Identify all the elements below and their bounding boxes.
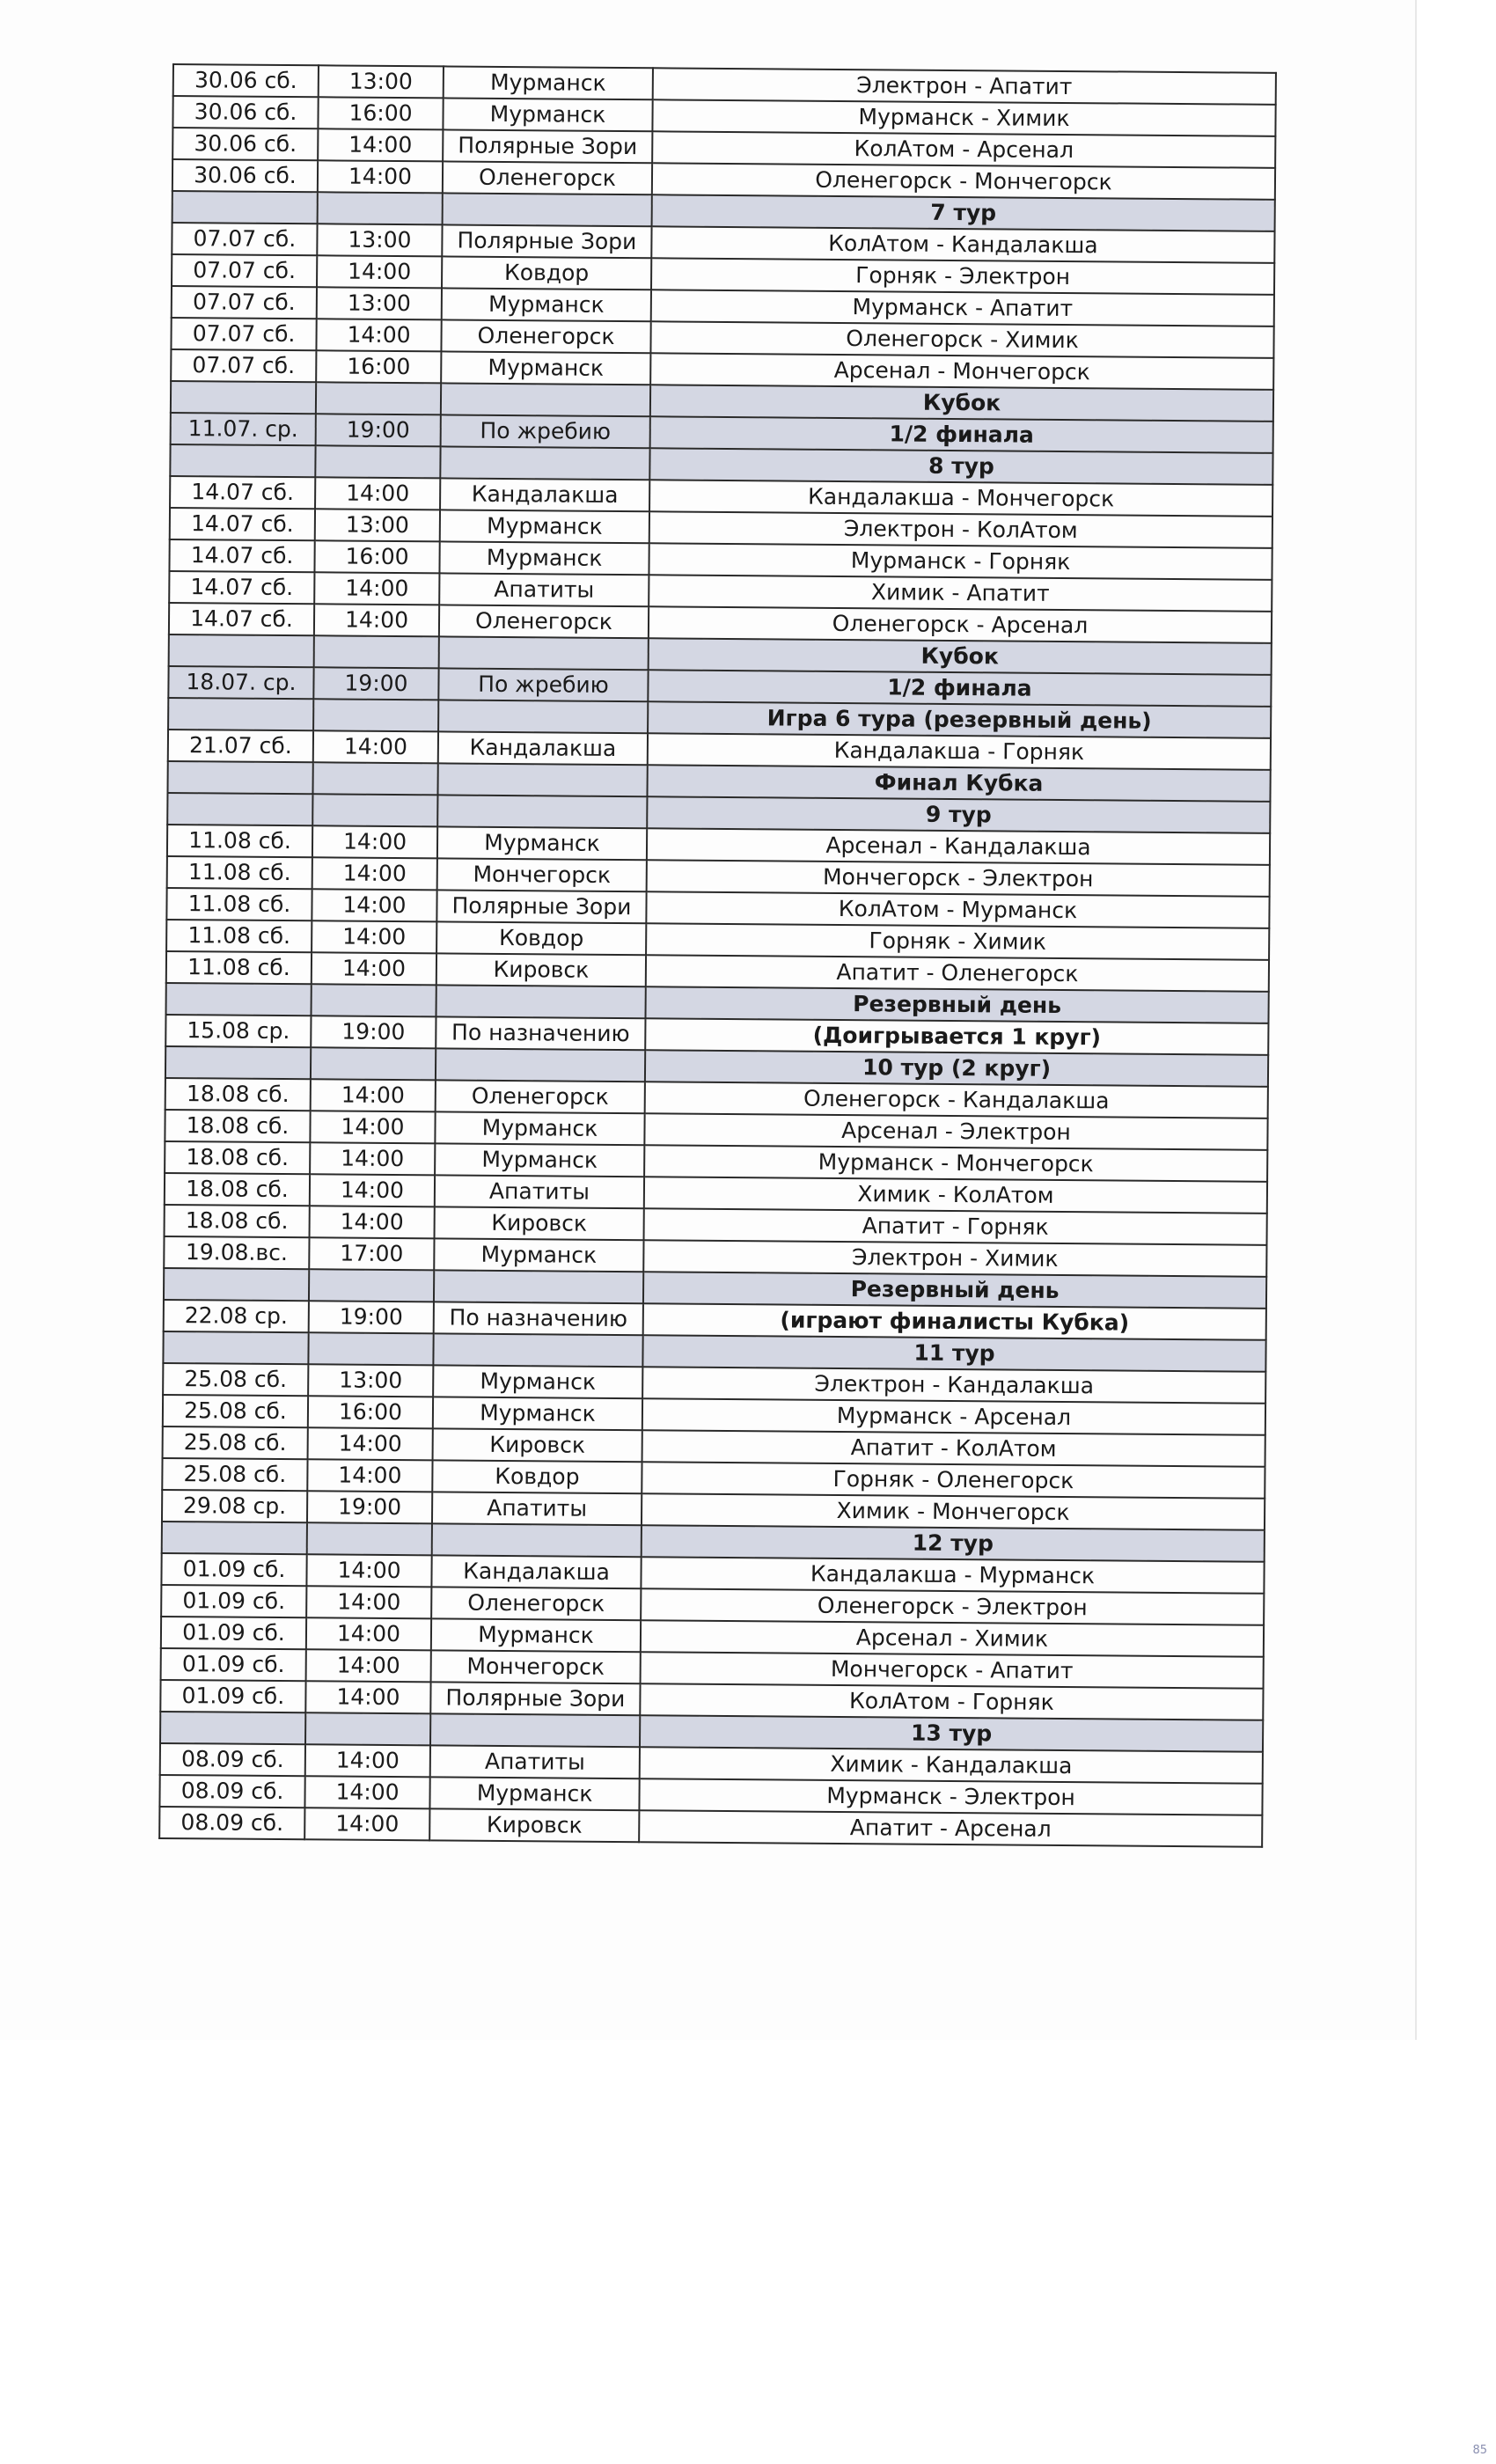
city-cell: Оленегорск [436, 1080, 645, 1113]
time-cell: 14:00 [310, 1174, 435, 1206]
match-cell: Мончегорск - Электрон [647, 860, 1270, 897]
date-cell: 11.08 сб. [167, 856, 312, 889]
city-cell [434, 1270, 643, 1303]
match-cell: Мончегорск - Апатит [641, 1652, 1264, 1689]
date-cell: 01.09 сб. [161, 1648, 306, 1681]
date-cell: 01.09 сб. [161, 1617, 306, 1649]
date-cell: 11.08 сб. [166, 888, 312, 920]
time-cell: 14:00 [310, 1111, 435, 1143]
match-cell: Электрон - Кандалакша [642, 1367, 1265, 1404]
time-cell: 14:00 [306, 1554, 431, 1587]
date-cell: 19.08.вс. [164, 1236, 309, 1269]
date-cell: 07.07 сб. [172, 286, 317, 319]
date-cell: 29.08 ср. [162, 1490, 307, 1522]
time-cell [305, 1712, 430, 1745]
time-cell: 19:00 [311, 1016, 436, 1048]
time-cell: 14:00 [313, 730, 438, 763]
match-cell: Кубок [649, 638, 1272, 675]
city-cell: Ковдор [432, 1460, 642, 1493]
date-cell: 25.08 сб. [163, 1363, 308, 1396]
city-cell: Кировск [435, 1206, 644, 1240]
match-cell: Кандалакша - Мончегорск [649, 480, 1272, 517]
city-cell: Мурманск [433, 1397, 642, 1430]
city-cell: Мурманск [437, 826, 647, 860]
time-cell: 14:00 [312, 920, 436, 953]
time-cell: 14:00 [312, 857, 437, 890]
match-cell: Кандалакша - Горняк [648, 733, 1271, 770]
match-cell: Горняк - Оленегорск [642, 1462, 1265, 1499]
match-cell: Апатит - КолАтом [642, 1430, 1265, 1467]
date-cell: 30.06 сб. [173, 64, 319, 97]
date-cell [160, 1712, 305, 1744]
date-cell [172, 191, 318, 224]
city-cell: Оленегорск [431, 1587, 641, 1620]
city-cell: Ковдор [442, 256, 651, 290]
match-cell: 10 тур (2 круг) [645, 1050, 1268, 1087]
city-cell: По жребию [441, 414, 650, 448]
match-cell: Химик - КолАтом [644, 1177, 1267, 1214]
time-cell: 14:00 [311, 1079, 436, 1111]
city-cell [440, 446, 649, 480]
match-cell: Электрон - Апатит [653, 68, 1276, 105]
date-cell: 07.07 сб. [172, 254, 317, 287]
city-cell: Оленегорск [443, 161, 652, 194]
date-cell: 11.08 сб. [166, 951, 312, 984]
match-cell: Мурманск - Электрон [639, 1778, 1262, 1815]
date-cell: 14.07 сб. [169, 539, 314, 572]
time-cell: 14:00 [306, 1617, 431, 1650]
match-cell: Мурманск - Арсенал [642, 1398, 1265, 1435]
match-cell: Горняк - Электрон [651, 258, 1274, 295]
time-cell: 13:00 [317, 224, 442, 256]
date-cell [170, 444, 315, 477]
date-cell: 18.07. ср. [168, 666, 313, 699]
match-cell: 8 тур [649, 448, 1272, 485]
time-cell [314, 635, 439, 668]
city-cell: Полярные Зори [443, 129, 652, 163]
city-cell [439, 636, 649, 670]
match-cell: Электрон - КолАтом [649, 511, 1272, 548]
match-cell: Арсенал - Мончегорск [650, 353, 1273, 390]
match-cell: Кандалакша - Мурманск [641, 1557, 1264, 1594]
date-cell: 30.06 сб. [172, 159, 318, 192]
time-cell: 13:00 [308, 1364, 433, 1397]
date-cell: 07.07 сб. [171, 349, 316, 382]
date-cell: 18.08 сб. [165, 1078, 311, 1111]
time-cell: 14:00 [315, 477, 440, 510]
city-cell [436, 1048, 645, 1082]
time-cell [315, 445, 440, 478]
date-cell [168, 698, 313, 730]
date-cell: 14.07 сб. [170, 476, 315, 509]
city-cell: Мурманск [439, 541, 649, 575]
time-cell [309, 1269, 434, 1302]
date-cell: 07.07 сб. [171, 318, 316, 350]
city-cell [441, 383, 650, 416]
city-cell: Мурманск [440, 510, 649, 543]
match-cell: 12 тур [642, 1525, 1265, 1562]
time-cell: 14:00 [318, 128, 443, 161]
date-cell [165, 1046, 311, 1079]
time-cell: 14:00 [312, 889, 436, 921]
time-cell: 14:00 [305, 1681, 430, 1713]
time-cell: 19:00 [307, 1491, 432, 1523]
date-cell: 11.08 сб. [167, 825, 312, 857]
city-cell: Мурманск [441, 351, 650, 385]
schedule-body [159, 64, 1276, 1847]
time-cell: 14:00 [310, 1142, 435, 1175]
time-cell [311, 1047, 436, 1080]
date-cell: 21.07 сб. [168, 730, 313, 762]
city-cell: Мурманск [429, 1777, 639, 1810]
match-cell: КолАтом - Мурманск [646, 891, 1269, 928]
city-cell [438, 700, 648, 733]
date-cell: 25.08 сб. [162, 1458, 307, 1491]
date-cell: 18.08 сб. [165, 1141, 310, 1174]
time-cell: 14:00 [306, 1649, 431, 1682]
match-cell: (Доигрывается 1 круг) [645, 1018, 1268, 1055]
match-cell: Оленегорск - Электрон [641, 1588, 1264, 1625]
date-cell: 11.08 сб. [166, 920, 312, 952]
time-cell: 14:00 [316, 319, 441, 351]
match-cell: Электрон - Химик [643, 1240, 1266, 1277]
city-cell: Мурманск [444, 66, 653, 99]
city-cell: Мурманск [443, 98, 652, 131]
match-cell: Арсенал - Химик [641, 1620, 1264, 1657]
date-cell [163, 1331, 308, 1364]
match-cell: 7 тур [652, 194, 1275, 231]
time-cell: 14:00 [317, 255, 442, 288]
time-cell: 13:00 [315, 509, 440, 541]
city-cell: Ковдор [436, 921, 646, 955]
date-cell: 14.07 сб. [170, 508, 315, 540]
match-cell: Оленегорск - Химик [650, 321, 1273, 358]
time-cell: 17:00 [309, 1237, 434, 1270]
city-cell: Мурманск [433, 1365, 642, 1398]
date-cell: 01.09 сб. [161, 1585, 306, 1617]
time-cell: 14:00 [310, 1206, 435, 1238]
time-cell: 13:00 [319, 65, 444, 98]
city-cell: Полярные Зори [436, 890, 646, 923]
city-cell: Оленегорск [441, 319, 650, 353]
match-cell: 1/2 финала [650, 416, 1273, 453]
date-cell: 15.08 ср. [165, 1015, 311, 1047]
city-cell: Мончегорск [437, 858, 647, 891]
match-cell: Мурманск - Горняк [649, 543, 1272, 580]
city-cell [437, 763, 647, 796]
date-cell: 01.09 сб. [160, 1680, 305, 1712]
time-cell: 16:00 [316, 350, 441, 383]
city-cell [443, 193, 652, 226]
time-cell: 14:00 [305, 1744, 430, 1777]
match-cell: Арсенал - Электрон [644, 1113, 1267, 1150]
time-cell: 14:00 [304, 1776, 429, 1808]
time-cell: 19:00 [316, 414, 441, 446]
match-cell: Апатит - Горняк [644, 1208, 1267, 1245]
city-cell: По назначению [436, 1016, 645, 1050]
city-cell: Кандалакша [440, 478, 649, 511]
time-cell: 19:00 [309, 1301, 434, 1333]
match-cell: Мурманск - Мончегорск [644, 1145, 1267, 1182]
match-cell: 1/2 финала [648, 670, 1271, 707]
city-cell: Кировск [429, 1808, 639, 1842]
match-cell: 11 тур [642, 1335, 1265, 1372]
match-cell: (играют финалисты Кубка) [643, 1303, 1266, 1340]
time-cell: 13:00 [317, 287, 442, 319]
time-cell [312, 762, 437, 795]
date-cell: 14.07 сб. [169, 571, 314, 604]
match-cell: Апатит - Арсенал [639, 1810, 1262, 1847]
time-cell: 14:00 [314, 572, 439, 605]
match-cell: Финал Кубка [647, 765, 1270, 802]
match-cell: Химик - Мончегорск [642, 1493, 1265, 1530]
match-cell: Кубок [650, 385, 1273, 422]
time-cell: 14:00 [312, 952, 436, 985]
date-cell: 22.08 ср. [164, 1300, 309, 1332]
city-cell: Оленегорск [439, 605, 649, 638]
city-cell: Мурманск [435, 1143, 644, 1177]
match-cell: Игра 6 тура (резервный день) [648, 701, 1271, 738]
match-cell: Мурманск - Химик [652, 99, 1275, 136]
page-mark: 85 [1472, 2444, 1487, 2457]
date-cell [169, 634, 314, 667]
date-cell: 30.06 сб. [172, 96, 318, 128]
time-cell: 14:00 [308, 1427, 433, 1460]
time-cell: 16:00 [314, 540, 439, 573]
match-cell: Мурманск - Апатит [651, 290, 1274, 326]
match-cell: Химик - Апатит [649, 575, 1272, 612]
date-cell [166, 983, 312, 1016]
date-cell: 25.08 сб. [163, 1426, 308, 1459]
time-cell [316, 382, 441, 414]
date-cell: 01.09 сб. [161, 1553, 306, 1586]
date-cell: 08.09 сб. [159, 1775, 304, 1808]
city-cell: Апатиты [430, 1745, 640, 1778]
match-cell: Горняк - Химик [646, 923, 1269, 960]
time-cell: 16:00 [318, 97, 443, 129]
date-cell: 08.09 сб. [160, 1743, 305, 1776]
time-cell [313, 699, 438, 731]
match-cell: Резервный день [645, 986, 1268, 1023]
city-cell: Мурманск [434, 1238, 643, 1272]
match-cell: Арсенал - Кандалакша [647, 828, 1270, 865]
date-cell: 07.07 сб. [172, 223, 317, 255]
match-cell: 13 тур [640, 1715, 1263, 1752]
match-cell: Оленегорск - Кандалакша [645, 1082, 1268, 1118]
date-cell: 25.08 сб. [163, 1395, 308, 1427]
city-cell: Апатиты [439, 573, 649, 606]
schedule-table [158, 63, 1277, 1848]
city-cell: Полярные Зори [442, 224, 651, 258]
city-cell [432, 1523, 642, 1557]
date-cell: 18.08 сб. [165, 1173, 310, 1206]
city-cell [430, 1713, 640, 1747]
date-cell: 14.07 сб. [169, 603, 314, 635]
city-cell: Полярные Зори [430, 1682, 640, 1715]
city-cell: Мончегорск [431, 1650, 641, 1683]
time-cell: 14:00 [318, 160, 443, 193]
time-cell: 14:00 [307, 1459, 432, 1492]
match-cell: Оленегорск - Арсенал [649, 606, 1272, 643]
city-cell: Апатиты [432, 1492, 642, 1525]
match-cell: КолАтом - Кандалакша [651, 226, 1274, 263]
time-cell [312, 794, 437, 826]
date-cell [162, 1522, 307, 1554]
city-cell [437, 795, 647, 828]
time-cell: 14:00 [314, 604, 439, 636]
match-cell: 9 тур [647, 796, 1270, 833]
time-cell: 14:00 [304, 1808, 429, 1840]
date-cell: 18.08 сб. [165, 1205, 310, 1237]
time-cell: 16:00 [308, 1396, 433, 1428]
city-cell: Кировск [433, 1428, 642, 1462]
date-cell: 11.07. ср. [171, 413, 316, 445]
time-cell: 14:00 [312, 825, 437, 858]
time-cell: 14:00 [306, 1586, 431, 1618]
time-cell [312, 984, 436, 1016]
city-cell: По назначению [434, 1302, 643, 1335]
date-cell [167, 793, 312, 825]
time-cell: 19:00 [313, 667, 438, 700]
city-cell: Мурманск [442, 288, 651, 321]
match-cell: Оленегорск - Мончегорск [652, 163, 1275, 200]
date-cell: 08.09 сб. [159, 1807, 304, 1839]
time-cell [318, 192, 443, 224]
match-cell: Химик - Кандалакша [640, 1747, 1263, 1784]
city-cell: Мурманск [435, 1111, 644, 1145]
city-cell: По жребию [438, 668, 648, 701]
match-cell: Апатит - Оленегорск [646, 955, 1269, 992]
city-cell: Апатиты [435, 1175, 644, 1208]
date-cell [171, 381, 316, 414]
city-cell: Мурманск [431, 1618, 641, 1652]
date-cell [167, 761, 312, 794]
date-cell: 18.08 сб. [165, 1110, 310, 1142]
match-cell: Резервный день [643, 1272, 1266, 1309]
match-cell: КолАтом - Горняк [640, 1683, 1263, 1720]
city-cell [436, 985, 646, 1018]
time-cell [307, 1522, 432, 1555]
date-cell [164, 1268, 309, 1301]
time-cell [308, 1332, 433, 1365]
city-cell: Кандалакша [431, 1555, 641, 1588]
city-cell: Кандалакша [438, 731, 648, 765]
match-cell: КолАтом - Арсенал [652, 131, 1275, 168]
date-cell: 30.06 сб. [172, 128, 318, 160]
city-cell [433, 1333, 642, 1367]
city-cell: Кировск [436, 953, 646, 986]
